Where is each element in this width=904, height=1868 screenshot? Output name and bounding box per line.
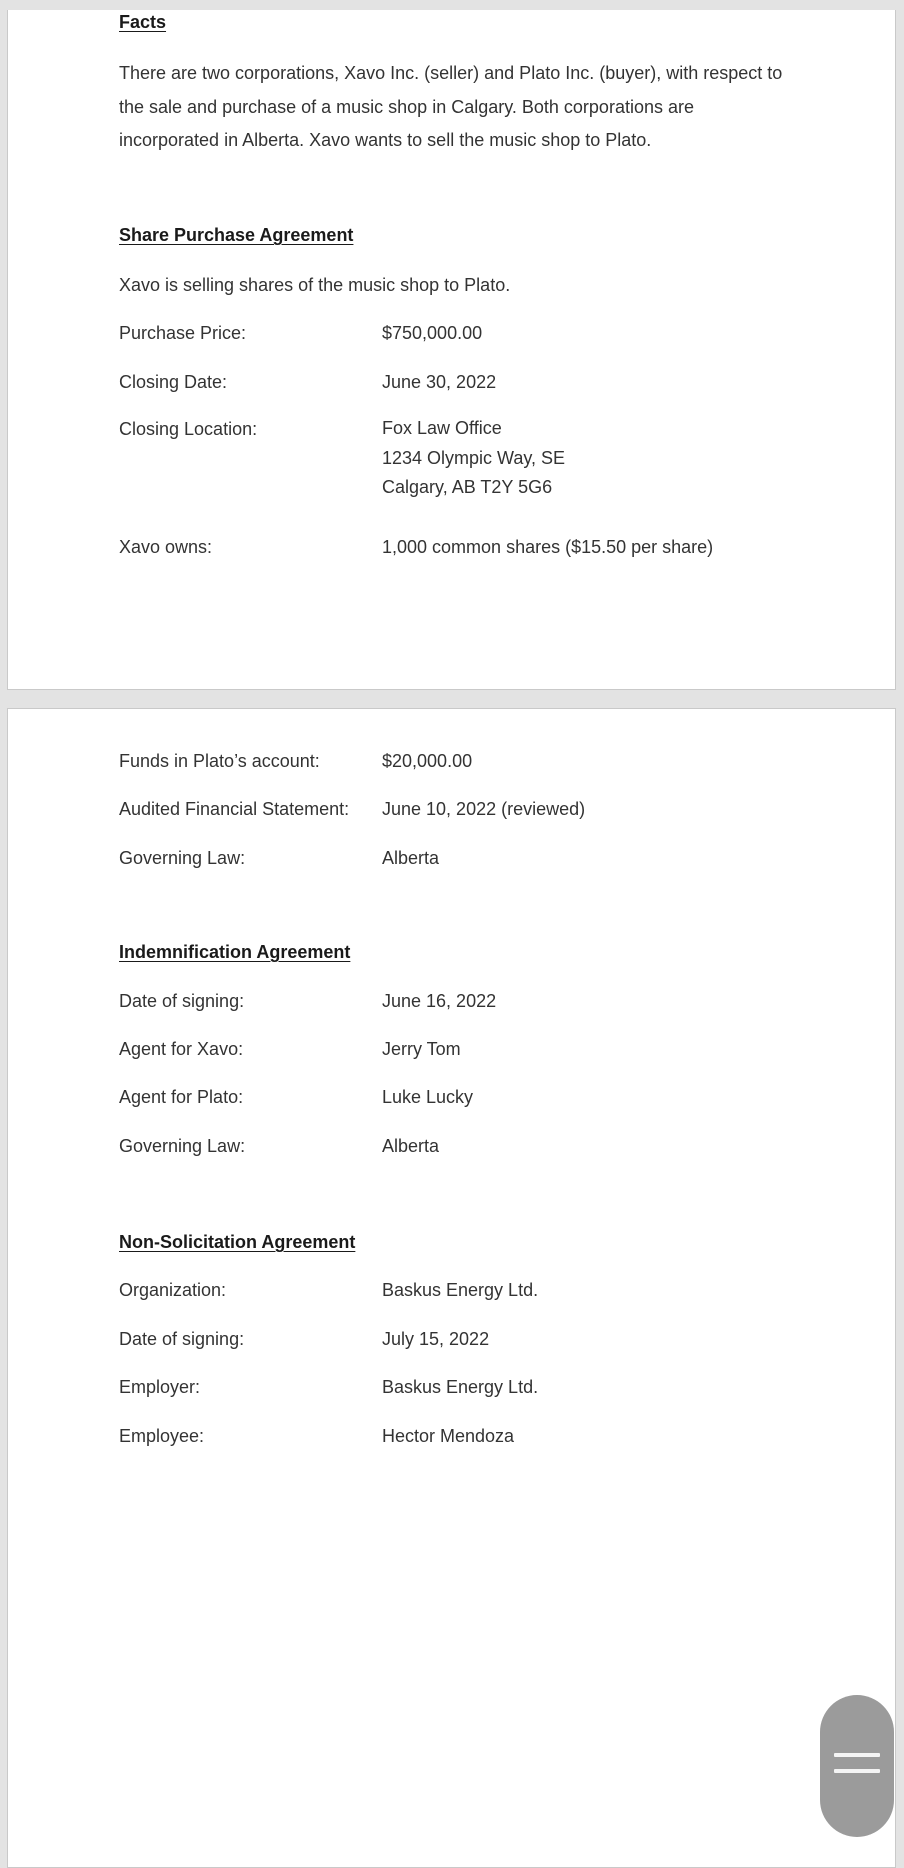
agent-xavo-value: Jerry Tom — [382, 1039, 461, 1059]
non-solicitation-date-value: July 15, 2022 — [382, 1329, 490, 1349]
closing-date-label: Closing Date: — [119, 372, 228, 392]
xavo-owns-label: Xavo owns: — [119, 537, 213, 557]
facts-line: incorporated in Alberta. Xavo wants to sell the music shop to Plato. — [119, 130, 652, 150]
organization-value: Baskus Energy Ltd. — [382, 1280, 539, 1300]
share-purchase-intro: Xavo is selling shares of the music shop to Plato. — [119, 275, 511, 295]
organization-label: Organization: — [119, 1280, 227, 1300]
employer-label: Employer: — [119, 1377, 201, 1397]
indemnification-law-value: Alberta — [382, 1136, 440, 1156]
hamburger-icon — [834, 1753, 880, 1757]
audited-statement-label: Audited Financial Statement: — [119, 799, 350, 819]
governing-law-value: Alberta — [382, 848, 440, 868]
non-solicitation-heading: Non-Solicitation Agreement — [119, 1232, 356, 1252]
indemnification-date-label: Date of signing: — [119, 991, 245, 1011]
address-line: Calgary, AB T2Y 5G6 — [382, 477, 553, 497]
indemnification-date-value: June 16, 2022 — [382, 991, 497, 1011]
address-line: Fox Law Office — [382, 418, 502, 438]
governing-law-label: Governing Law: — [119, 848, 246, 868]
facts-heading: Facts — [119, 12, 167, 32]
facts-line: There are two corporations, Xavo Inc. (seller) and Plato Inc. (buyer), with respect to — [119, 63, 783, 83]
document-page-1 — [7, 10, 896, 690]
address-line: 1234 Olympic Way, SE — [382, 447, 566, 468]
closing-location-label: Closing Location: — [119, 419, 258, 439]
audited-statement-value: June 10, 2022 (reviewed) — [382, 799, 586, 819]
non-solicitation-date-label: Date of signing: — [119, 1329, 245, 1349]
funds-value: $20,000.00 — [382, 751, 473, 771]
agent-xavo-label: Agent for Xavo: — [119, 1039, 244, 1059]
hamburger-icon — [834, 1769, 880, 1773]
purchase-price-label: Purchase Price: — [119, 323, 247, 343]
xavo-owns-value: 1,000 common shares ($15.50 per share) — [382, 537, 714, 557]
agent-plato-value: Luke Lucky — [382, 1087, 474, 1107]
closing-location-value — [382, 414, 565, 503]
employer-value: Baskus Energy Ltd. — [382, 1377, 539, 1397]
indemnification-heading: Indemnification Agreement — [119, 942, 351, 962]
facts-line: the sale and purchase of a music shop in Calgary. Both corporations are — [119, 96, 694, 117]
employee-value: Hector Mendoza — [382, 1426, 515, 1446]
share-purchase-heading: Share Purchase Agreement — [119, 225, 354, 245]
document-page-2 — [7, 708, 896, 1868]
purchase-price-value: $750,000.00 — [382, 323, 483, 343]
employee-label: Employee: — [119, 1426, 205, 1446]
indemnification-law-label: Governing Law: — [119, 1136, 246, 1156]
closing-date-value: June 30, 2022 — [382, 372, 497, 392]
facts-paragraph — [119, 57, 819, 158]
funds-label: Funds in Plato’s account: — [119, 751, 320, 771]
scroll-handle[interactable] — [820, 1695, 894, 1837]
agent-plato-label: Agent for Plato: — [119, 1087, 244, 1107]
